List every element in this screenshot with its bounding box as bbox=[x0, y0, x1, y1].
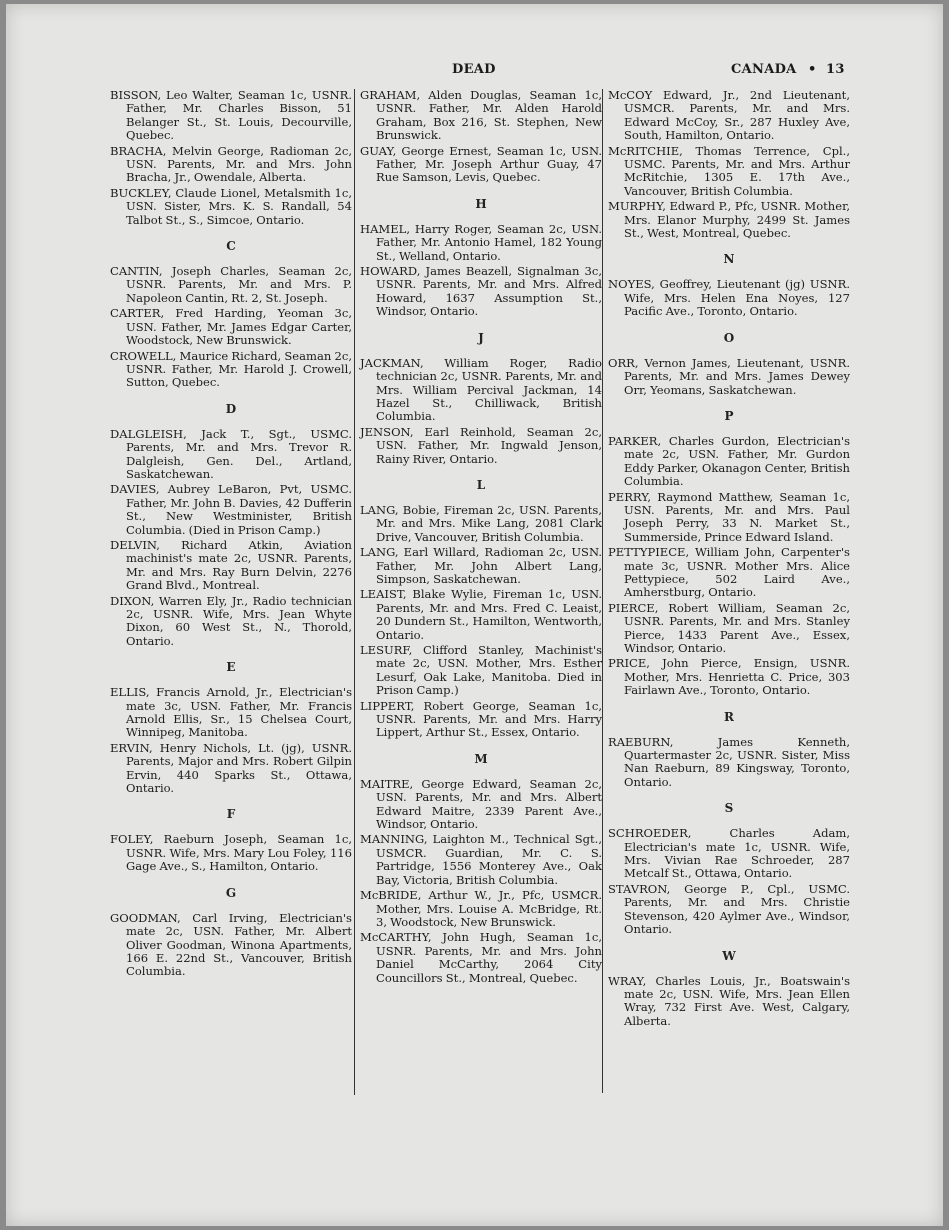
casualty-entry: PARKER, Charles Gurdon, Electrician's mate 2c, USN. Father, Mr. Gurdon Eddy Parker, Okanagon Center, British Columbia. bbox=[608, 433, 850, 489]
column-divider-1 bbox=[354, 89, 355, 1095]
section-letter-o: O bbox=[723, 330, 735, 345]
casualty-entry: LEAIST, Blake Wylie, Fireman 1c, USN. Parents, Mr. and Mrs. Fred C. Leaist, 20 Dundern St., Hamilton, Wentworth, Ontario. bbox=[360, 587, 602, 642]
casualty-entry: FOLEY, Raeburn Joseph, Seaman 1c, USNR. Wife, Mrs. Mary Lou Foley, 116 Gage Ave., S., Hamilton, Ontario. bbox=[110, 832, 352, 874]
header-country: CANADA bbox=[731, 62, 797, 77]
section-letter-s: S bbox=[724, 801, 734, 816]
casualty-entry: GOODMAN, Carl Irving, Electrician's mate 2c, USN. Father, Mr. Albert Oliver Goodman, Winona Apartments, 166 E. 22nd St., Vancouver, British Columbia. bbox=[110, 910, 352, 979]
casualty-entry: MANNING, Laighton M., Technical Sgt., USMCR. Guardian, Mr. C. S. Partridge, 1556 Monterey Ave., Oak Bay, Victoria, British Columbia. bbox=[360, 832, 602, 887]
section-letter-f: F bbox=[226, 807, 236, 822]
casualty-entry: PERRY, Raymond Matthew, Seaman 1c, USN. Parents, Mr. and Mrs. Paul Joseph Perry, 33 N. Market St., Summerside, Prince Edward Island. bbox=[608, 489, 850, 544]
casualty-entry: JACKMAN, William Roger, Radio technician 2c, USNR. Parents, Mr. and Mrs. William Percival Jackman, 14 Hazel St., Chilliwack, British Columbia. bbox=[360, 355, 602, 424]
column-3 bbox=[608, 89, 850, 1030]
column-2 bbox=[360, 89, 602, 987]
section-letter-l: L bbox=[476, 477, 486, 492]
section-letter-r: R bbox=[724, 709, 734, 724]
casualty-entry: LANG, Bobie, Fireman 2c, USN. Parents, Mr. and Mrs. Mike Lang, 2081 Clark Drive, Vancouver, British Columbia. bbox=[360, 502, 602, 544]
section-letter-g: G bbox=[225, 885, 237, 900]
casualty-entry: LESURF, Clifford Stanley, Machinist's mate 2c, USN. Mother, Mrs. Esther Lesurf, Oak Lake, Manitoba. Died in Prison Camp.) bbox=[360, 643, 602, 698]
casualty-entry: LIPPERT, Robert George, Seaman 1c, USNR. Parents, Mr. and Mrs. Harry Lippert, Arthur St., Essex, Ontario. bbox=[360, 698, 602, 740]
casualty-entry: ORR, Vernon James, Lieutenant, USNR. Parents, Mr. and Mrs. James Dewey Orr, Yeomans, Saskatchewan. bbox=[608, 355, 850, 397]
casualty-entry: CROWELL, Maurice Richard, Seaman 2c, USNR. Father, Mr. Harold J. Crowell, Sutton, Quebec. bbox=[110, 348, 352, 390]
header-bullet: • bbox=[808, 62, 817, 77]
column-divider-2 bbox=[602, 89, 603, 1093]
casualty-entry: PETTYPIECE, William John, Carpenter's mate 3c, USNR. Mother Mrs. Alice Pettypiece, 502 Laird Ave., Amherstburg, Ontario. bbox=[608, 545, 850, 600]
casualty-entry: STAVRON, George P., Cpl., USMC. Parents, Mr. and Mrs. Christie Stevenson, 420 Aylmer Ave., Windsor, Ontario. bbox=[608, 881, 850, 937]
casualty-entry: GUAY, George Ernest, Seaman 1c, USN. Father, Mr. Joseph Arthur Guay, 47 Rue Samson, Levis, Quebec. bbox=[360, 143, 602, 185]
casualty-entry: PIERCE, Robert William, Seaman 2c, USNR. Parents, Mr. and Mrs. Stanley Pierce, 1433 Parent Ave., Essex, Windsor, Ontario. bbox=[608, 600, 850, 655]
casualty-entry: RAEBURN, James Kenneth, Quartermaster 2c, USNR. Sister, Miss Nan Raeburn, 89 Kingsway, Toronto, Ontario. bbox=[608, 734, 850, 789]
casualty-entry: DAVIES, Aubrey LeBaron, Pvt, USMC. Father, Mr. John B. Davies, 42 Dufferin St., New Westminister, British Columbia. (Died in Prison Camp.) bbox=[110, 482, 352, 537]
casualty-entry: BUCKLEY, Claude Lionel, Metalsmith 1c, USN. Sister, Mrs. K. S. Randall, 54 Talbot St., S., Simcoe, Ontario. bbox=[110, 185, 352, 227]
casualty-entry: CANTIN, Joseph Charles, Seaman 2c, USNR. Parents, Mr. and Mrs. P. Napoleon Cantin, Rt. 2, St. Joseph. bbox=[110, 264, 352, 305]
casualty-entry: HOWARD, James Beazell, Signalman 3c, USNR. Parents, Mr. and Mrs. Alfred Howard, 1637 Assumption St., Windsor, Ontario. bbox=[360, 264, 602, 319]
header-section-title: DEAD bbox=[452, 62, 496, 77]
casualty-entry: McBRIDE, Arthur W., Jr., Pfc, USMCR. Mother, Mrs. Louise A. McBridge, Rt. 3, Woodstock, New Brunswick. bbox=[360, 888, 602, 929]
section-letter-m: M bbox=[474, 751, 488, 766]
casualty-entry: ELLIS, Francis Arnold, Jr., Electrician's mate 3c, USN. Father, Mr. Francis Arnold Ellis, Sr., 15 Chelsea Court, Winnipeg, Manitoba. bbox=[110, 685, 352, 740]
section-letter-p: P bbox=[724, 408, 734, 423]
casualty-entry: DELVIN, Richard Atkin, Aviation machinist's mate 2c, USNR. Parents, Mr. and Mrs. Ray Burn Delvin, 2276 Grand Blvd., Montreal. bbox=[110, 537, 352, 593]
casualty-entry: PRICE, John Pierce, Ensign, USNR. Mother, Mrs. Henrietta C. Price, 303 Fairlawn Ave., Toronto, Ontario. bbox=[608, 656, 850, 698]
casualty-entry: GRAHAM, Alden Douglas, Seaman 1c, USNR. Father, Mr. Alden Harold Graham, Box 216, St. Stephen, New Brunswick. bbox=[360, 88, 602, 143]
casualty-entry: DALGLEISH, Jack T., Sgt., USMC. Parents, Mr. and Mrs. Trevor R. Dalgleish, Gen. Del., Artland, Saskatchewan. bbox=[110, 426, 352, 481]
section-letter-j: J bbox=[478, 330, 484, 345]
section-letter-c: C bbox=[226, 239, 236, 254]
casualty-entry: McCOY Edward, Jr., 2nd Lieutenant, USMCR. Parents, Mr. and Mrs. Edward McCoy, Sr., 287 Huxley Ave, South, Hamilton, Ontario. bbox=[608, 88, 850, 143]
casualty-entry: WRAY, Charles Louis, Jr., Boatswain's mate 2c, USN. Wife, Mrs. Jean Ellen Wray, 732 First Ave. West, Calgary, Alberta. bbox=[608, 973, 850, 1028]
section-letter-e: E bbox=[226, 660, 236, 675]
section-letter-h: H bbox=[475, 196, 487, 211]
casualty-entry: JENSON, Earl Reinhold, Seaman 2c, USN. Father, Mr. Ingwald Jenson, Rainy River, Ontario. bbox=[360, 424, 602, 466]
casualty-entry: HAMEL, Harry Roger, Seaman 2c, USN. Father, Mr. Antonio Hamel, 182 Young St., Welland, Ontario. bbox=[360, 221, 602, 263]
casualty-entry: SCHROEDER, Charles Adam, Electrician's mate 1c, USNR. Wife, Mrs. Vivian Rae Schroeder, 287 Metcalf St., Ottawa, Ontario. bbox=[608, 826, 850, 881]
casualty-entry: ERVIN, Henry Nichols, Lt. (jg), USNR. Parents, Major and Mrs. Robert Gilpin Ervin, 440 Sparks St., Ottawa, Ontario. bbox=[110, 740, 352, 796]
page-header bbox=[0, 62, 949, 82]
casualty-entry: LANG, Earl Willard, Radioman 2c, USN. Father, Mr. John Albert Lang, Simpson, Saskatchewan. bbox=[360, 545, 602, 586]
casualty-entry: McRITCHIE, Thomas Terrence, Cpl., USMC. Parents, Mr. and Mrs. Arthur McRitchie, 1305 E. 17th Ave., Vancouver, British Columbia. bbox=[608, 143, 850, 198]
section-letter-d: D bbox=[225, 401, 237, 416]
section-letter-n: N bbox=[723, 252, 735, 267]
casualty-entry: McCARTHY, John Hugh, Seaman 1c, USNR. Parents, Mr. and Mrs. John Daniel McCarthy, 2064 City Councillors St., Montreal, Quebec. bbox=[360, 930, 602, 985]
casualty-entry: BRACHA, Melvin George, Radioman 2c, USN. Parents, Mr. and Mrs. John Bracha, Jr., Owendale, Alberta. bbox=[110, 143, 352, 185]
column-1 bbox=[110, 89, 352, 981]
casualty-entry: NOYES, Geoffrey, Lieutenant (jg) USNR. Wife, Mrs. Helen Ena Noyes, 127 Pacific Ave., Toronto, Ontario. bbox=[608, 277, 850, 319]
casualty-entry: MURPHY, Edward P., Pfc, USNR. Mother, Mrs. Elanor Murphy, 2499 St. James St., West, Montreal, Quebec. bbox=[608, 199, 850, 241]
casualty-entry: BISSON, Leo Walter, Seaman 1c, USNR. Father, Mr. Charles Bisson, 51 Belanger St., St. Louis, Decourville, Quebec. bbox=[110, 88, 352, 143]
casualty-entry: DIXON, Warren Ely, Jr., Radio technician 2c, USNR. Wife, Mrs. Jean Whyte Dixon, 60 West St., N., Thorold, Ontario. bbox=[110, 593, 352, 648]
casualty-entry: CARTER, Fred Harding, Yeoman 3c, USN. Father, Mr. James Edgar Carter, Woodstock, New Brunswick. bbox=[110, 306, 352, 348]
section-letter-w: W bbox=[722, 948, 736, 963]
casualty-entry: MAITRE, George Edward, Seaman 2c, USN. Parents, Mr. and Mrs. Albert Edward Maitre, 2339 Parent Ave., Windsor, Ontario. bbox=[360, 776, 602, 832]
page-number: 13 bbox=[826, 62, 845, 77]
